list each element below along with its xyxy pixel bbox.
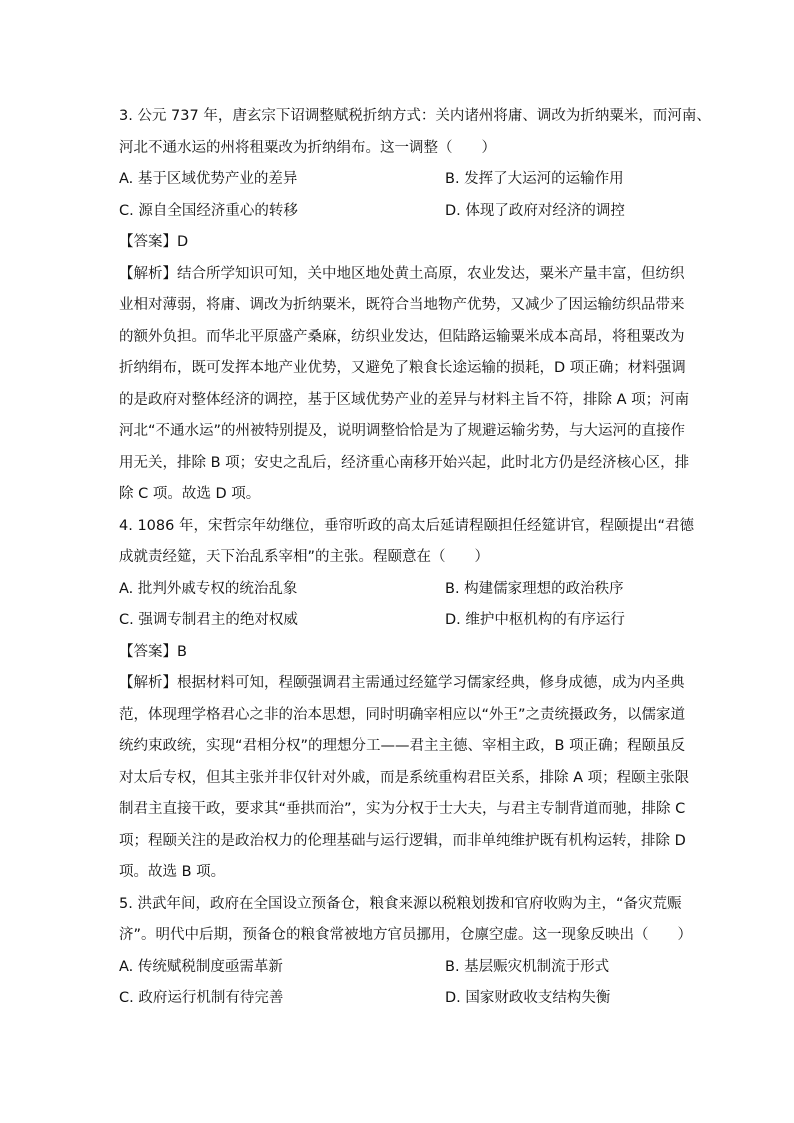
- answer-value: D: [177, 234, 189, 250]
- analysis-line: 的额外负担。而华北平原盛产桑麻，纺织业发达，但陆路运输粟米成本高昂，将租粟改为: [119, 328, 685, 345]
- option-c: C. 政府运行机制有待完善: [119, 990, 284, 1006]
- question-4: [119, 511, 694, 889]
- analysis-label: 【解析】: [119, 265, 177, 282]
- option-row: [119, 605, 679, 637]
- analysis-line: 制君主直接干政，要求其“垂拱而治”，实为分权于士大夫，与君主专制背道而驰，排除 C: [119, 801, 686, 817]
- analysis-line: 项；程颐关注的是政治权力的伦理基础与运行逻辑，而非单纯维护既有机构运转，排除 D: [119, 832, 686, 849]
- question-stem-line: 5. 洪武年间，政府在全国设立预备仓，粮食来源以税粮划拨和官府收购为主，“备灾荒赈: [119, 895, 682, 912]
- option-b: B. 基层赈灾机制流于形式: [445, 958, 610, 975]
- answer-value: B: [177, 643, 187, 660]
- option-row: [119, 196, 679, 228]
- question-stem-line: 4. 1086 年，宋哲宗年幼继位，垂帘听政的高太后延请程颐担任经筵讲官，程颐提出“君德: [119, 517, 694, 534]
- option-row: [119, 574, 679, 606]
- answer-label: 【答案】: [119, 234, 177, 250]
- analysis-line: 河北“不通水运”的州被特别提及，说明调整恰恰是为了规避运输劣势，与大运河的直接作: [119, 423, 686, 439]
- analysis-text: 根据材料可知，程颐强调君主需通过经筵学习儒家经典，修身成德，成为内圣典: [177, 675, 685, 691]
- document-content: [119, 101, 711, 1015]
- analysis-label: 【解析】: [119, 675, 177, 691]
- question-stem-line: 河北不通水运的州将租粟改为折纳绢布。这一调整（ ）: [119, 139, 496, 156]
- option-b: B. 构建儒家理想的政治秩序: [445, 580, 624, 597]
- analysis-line: 业相对薄弱，将庸、调改为折纳粟米，既符合当地物产优势，又减少了因运输纺织品带来: [119, 297, 685, 313]
- question-stem-line: 成就责经筵，天下治乱系宰相”的主张。程颐意在（ ）: [119, 549, 490, 565]
- option-c: C. 源自全国经济重心的转移: [119, 202, 298, 219]
- analysis-line: 用无关，排除 B 项；安史之乱后，经济重心南移开始兴起，此时北方仍是经济核心区，排: [119, 454, 690, 471]
- question-3: [119, 101, 711, 511]
- question-stem-line: 3. 公元 737 年，唐玄宗下诏调整赋税折纳方式：关内诸州将庸、调改为折纳粟米，而河南、: [119, 108, 711, 124]
- answer-line: [119, 227, 679, 259]
- option-a: A. 基于区域优势产业的差异: [119, 171, 298, 187]
- analysis-line: 的是政府对整体经济的调控，基于区域优势产业的差异与材料主旨不符，排除 A 项；河南: [119, 391, 690, 408]
- analysis-line: 折纳绢布，既可发挥本地产业优势，又避免了粮食长途运输的损耗，D 项正确；材料强调: [119, 360, 686, 376]
- option-a: A. 批判外戚专权的统治乱象: [119, 580, 298, 597]
- answer-label: 【答案】: [119, 643, 177, 660]
- analysis-line: 项。故选 B 项。: [119, 864, 226, 880]
- option-d: D. 国家财政收支结构失衡: [445, 990, 611, 1006]
- analysis-text: 结合所学知识可知，关中地区地处黄土高原，农业发达，粟米产量丰富，但纺织: [177, 265, 685, 282]
- option-b: B. 发挥了大运河的运输作用: [445, 171, 624, 187]
- analysis-line: [119, 668, 685, 700]
- analysis-line: 对太后专权，但其主张并非仅针对外戚，而是系统重构君臣关系，排除 A 项；程颐主张限: [119, 769, 690, 786]
- question-5: [119, 889, 693, 1015]
- question-stem-line: 济”。明代中后期，预备仓的粮食常被地方官员挪用，仓廪空虚。这一现象反映出（ ）: [119, 927, 693, 943]
- option-c: C. 强调专制君主的绝对权威: [119, 612, 298, 628]
- analysis-line: 除 C 项。故选 D 项。: [119, 486, 261, 502]
- option-d: D. 体现了政府对经济的调控: [445, 202, 625, 219]
- analysis-line: 范，体现理学格君心之非的治本思想，同时明确宰相应以“外王”之责统摄政务，以儒家道: [119, 706, 686, 723]
- analysis-line: [119, 259, 685, 291]
- option-d: D. 维护中枢机构的有序运行: [445, 612, 625, 628]
- option-row: [119, 164, 679, 196]
- answer-line: [119, 637, 679, 669]
- option-row: [119, 952, 679, 984]
- analysis-line: 统约束政统，实现“君相分权”的理想分工——君主主德、宰相主政，B 项正确；程颐虽反: [119, 738, 686, 754]
- option-row: [119, 983, 679, 1015]
- option-a: A. 传统赋税制度亟需革新: [119, 958, 283, 975]
